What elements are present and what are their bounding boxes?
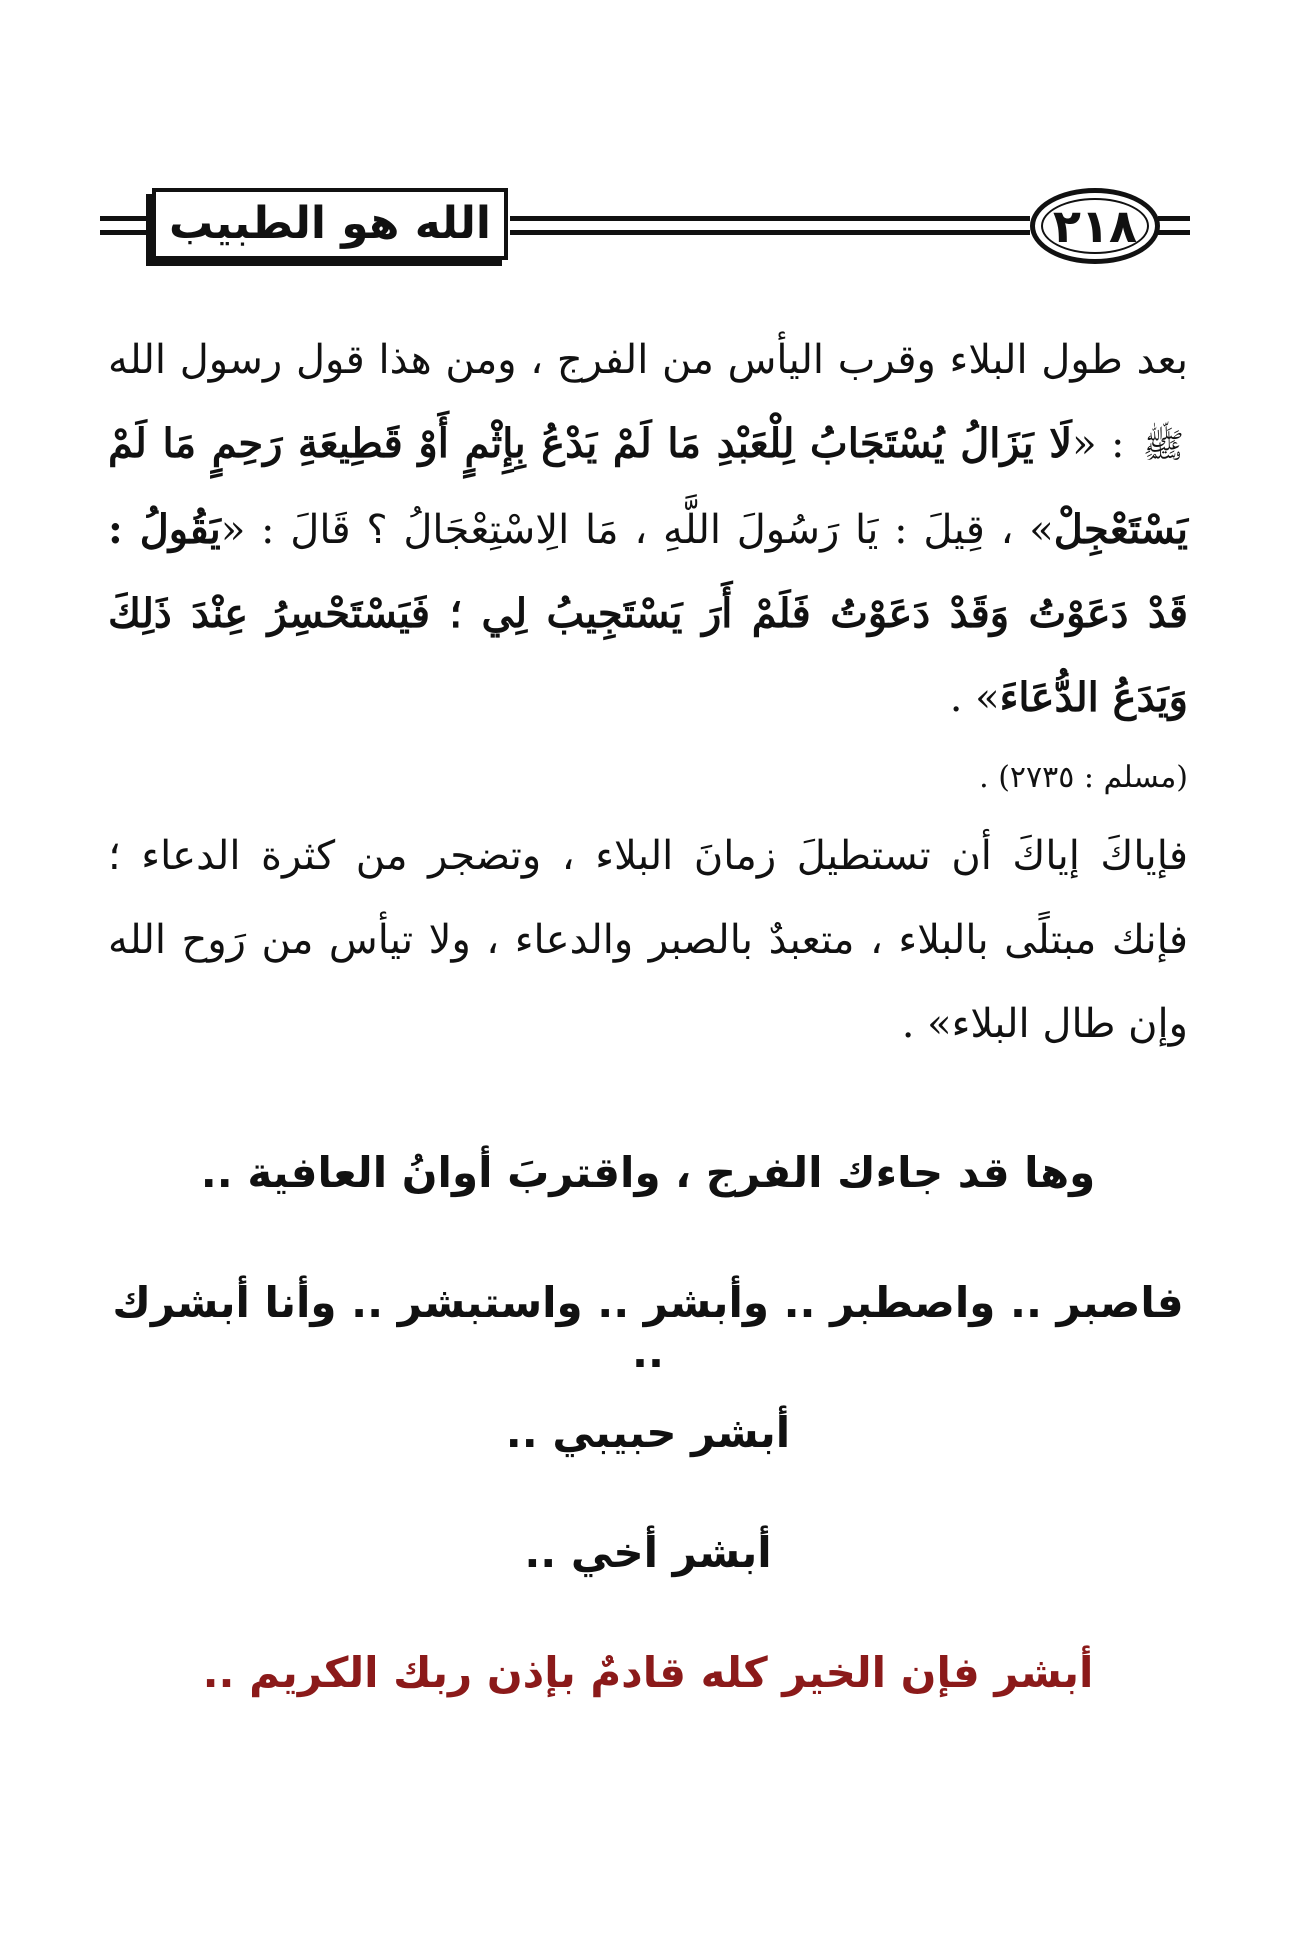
paragraph-advice: فإياكَ إياكَ أن تستطيلَ زمانَ البلاء ، وتضجر من كثرة الدعاء ؛ فإنك مبتلًى بالبلاء ، متعبدٌ بالصبر والدعاء ، ولا تيأس من رَوح الله وإن طال البلاء» . [108,833,1188,1047]
page-number: ٢١٨ [1052,199,1138,253]
closing-line-3: أبشر حبيبي .. [505,1408,791,1457]
book-title-box [152,188,508,260]
hadith-end: » . [949,675,1000,721]
header-rule [100,216,152,221]
book-title: الله هو الطبيب [169,198,491,249]
header-rule [100,230,152,235]
closing-line-2: فاصبر .. واصطبر .. وأبشر .. واستبشر .. وأنا أبشرك .. [112,1278,1184,1378]
page-number-badge [1030,188,1160,264]
header-rule [510,230,1030,235]
page-header [100,180,1190,280]
closing-line-1: وها قد جاءك الفرج ، واقتربَ أوانُ العافية .. [200,1148,1096,1197]
hadith-close-text: » ، قِيلَ : يَا رَسُولَ اللَّهِ ، مَا الِاسْتِعْجَالُ ؟ قَالَ : « [220,507,1054,553]
header-rule [1158,230,1190,235]
hadith-reference: (مسلم : ٢٧٣٥) . [979,760,1188,795]
header-rule [1158,216,1190,221]
hadith-text-2: يَقُولُ : قَدْ دَعَوْتُ وَقَدْ دَعَوْتُ فَلَمْ أَرَ يَسْتَجِيبُ لِي ؛ فَيَسْتَحْسِرُ عِنْدَ ذَلِكَ وَيَدَعُ الدُّعَاءَ [108,506,1188,721]
closing-line-4: أبشر أخي .. [524,1528,772,1577]
salutation-icon: ﷺ [1142,426,1184,466]
paragraph-hadith [108,318,1188,740]
closing-line-5: أبشر فإن الخير كله قادمٌ بإذن ربك الكريم .. [202,1648,1094,1697]
main-text [108,318,1188,1066]
header-rule [510,216,1030,221]
intro-text: بعد طول البلاء وقرب اليأس من الفرج ، ومن هذا قول رسول الله [108,337,1188,383]
colon-text: : « [1072,421,1139,467]
hadith-text: لَا يَزَالُ يُسْتَجَابُ لِلْعَبْدِ مَا لَمْ يَدْعُ بِإِثْمٍ أَوْ قَطِيعَةِ رَحِمٍ مَا لَمْ يَسْتَعْجِلْ [108,420,1188,553]
